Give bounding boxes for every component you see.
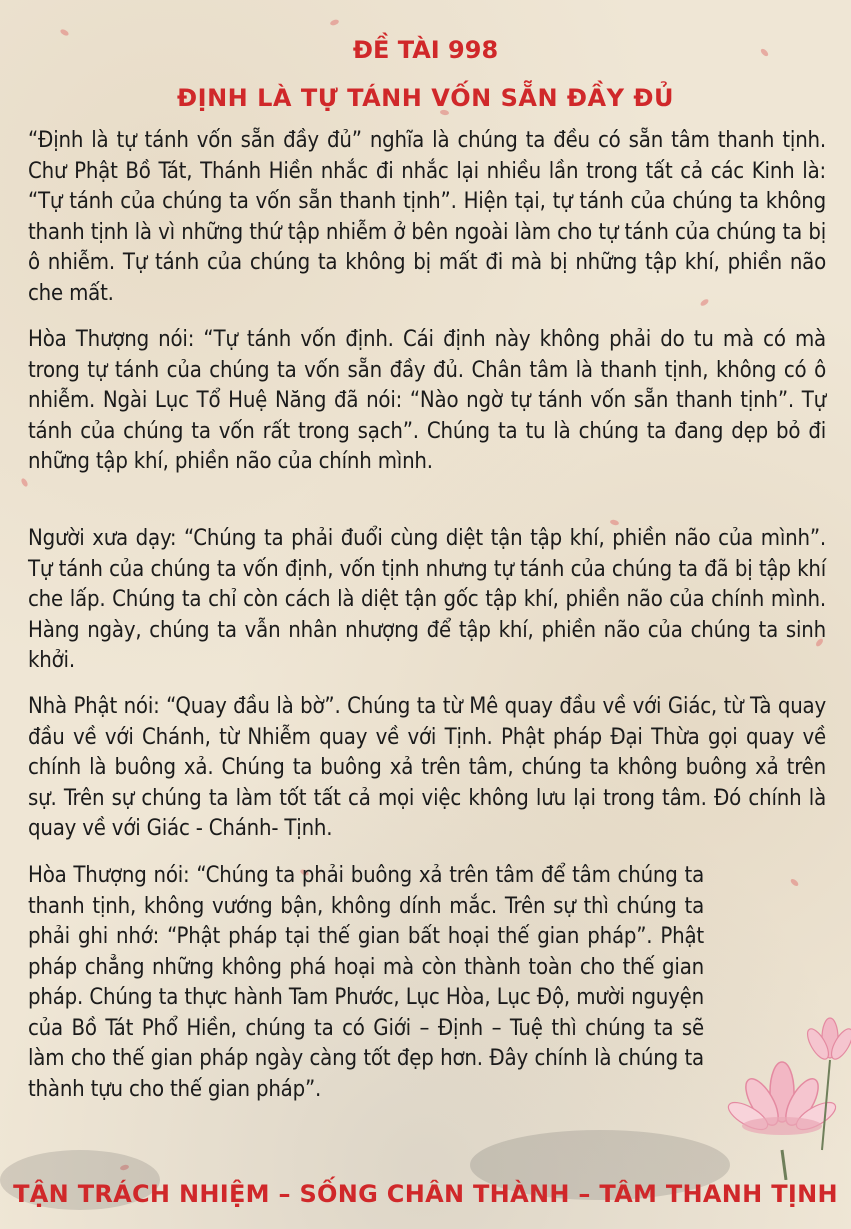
paragraph: Người xưa dạy: “Chúng ta phải đuổi cùng diệt tận tập khí, phiền não của mình”. Tự tánh của chúng ta vốn định, vốn tịnh nhưng tự tánh của chúng ta đã bị tập khí che lấp. Chúng ta chỉ còn cách là diệt tận gốc tập khí, phiền não của chính mình. Hàng ngày, chúng ta vẫn nhân nhượng để tập khí, phiền não của chúng ta sinh khởi. bbox=[28, 526, 826, 673]
paragraph: Nhà Phật nói: “Quay đầu là bờ”. Chúng ta từ Mê quay đầu về với Giác, từ Tà quay đầu về với Chánh, từ Nhiễm quay về với Tịnh. Phật pháp Đại Thừa gọi quay về chính là buông xả. Chúng ta buông xả trên tâm, chúng ta không buông xả trên sự. Trên sự chúng ta làm tốt tất cả mọi việc không lưu lại trong tâm. Đó chính là quay về với Giác - Chánh- Tịnh. bbox=[28, 694, 826, 841]
paragraph: “Định là tự tánh vốn sẵn đầy đủ” nghĩa là chúng ta đều có sẵn tâm thanh tịnh. Chư Phật Bồ Tát, Thánh Hiền nhắc đi nhắc lại nhiều lần trong tất cả các Kinh là: “Tự tánh của chúng ta vốn sẵn thanh tịnh”. Hiện tại, tự tánh của chúng ta không thanh tịnh là vì những thứ tập nhiễm ở bên ngoài làm cho tự tánh của chúng ta bị ô nhiễm. Tự tánh của chúng ta không bị mất đi mà bị những tập khí, phiền não che mất. bbox=[28, 128, 826, 306]
lotus-icon bbox=[712, 1000, 851, 1180]
petal-decoration bbox=[789, 878, 799, 888]
paragraph: Hòa Thượng nói: “Tự tánh vốn định. Cái định này không phải do tu mà có mà trong tự tánh của chúng ta vốn sẵn đầy đủ. Chân tâm là thanh tịnh, không có ô nhiễm. Ngài Lục Tổ Huệ Năng đã nói: “Nào ngờ tự tánh vốn sẵn thanh tịnh”. Tự tánh của chúng ta vốn rất trong sạch”. Chúng ta tu là chúng ta đang dẹp bỏ đi những tập khí, phiền não của chính mình. bbox=[28, 327, 826, 474]
petal-decoration bbox=[329, 19, 339, 27]
topic-number: ĐỀ TÀI 998 bbox=[352, 36, 499, 64]
footer-motto: TẬN TRÁCH NHIỆM – SỐNG CHÂN THÀNH – TÂM THANH TỊNH bbox=[13, 1180, 838, 1208]
petal-decoration bbox=[20, 477, 29, 487]
paragraph: Hòa Thượng nói: “Chúng ta phải buông xả trên tâm để tâm chúng ta thanh tịnh, không vướng bận, không dính mắc. Trên sự thì chúng ta phải ghi nhớ: “Phật pháp tại thế gian bất hoại thế gian pháp”. Phật pháp chẳng những không phá hoại mà còn thành toàn cho thế gian pháp. Chúng ta thực hành Tam Phước, Lục Hòa, Lục Độ, mười nguyện của Bồ Tát Phổ Hiền, chúng ta có Giới – Định – Tuệ thì chúng ta sẽ làm cho thế gian pháp ngày càng tốt đẹp hơn. Đây chính là chúng ta thành tựu cho thế gian pháp”. bbox=[28, 863, 704, 1102]
page-title: ĐỊNH LÀ TỰ TÁNH VỐN SẴN ĐẦY ĐỦ bbox=[177, 84, 674, 112]
